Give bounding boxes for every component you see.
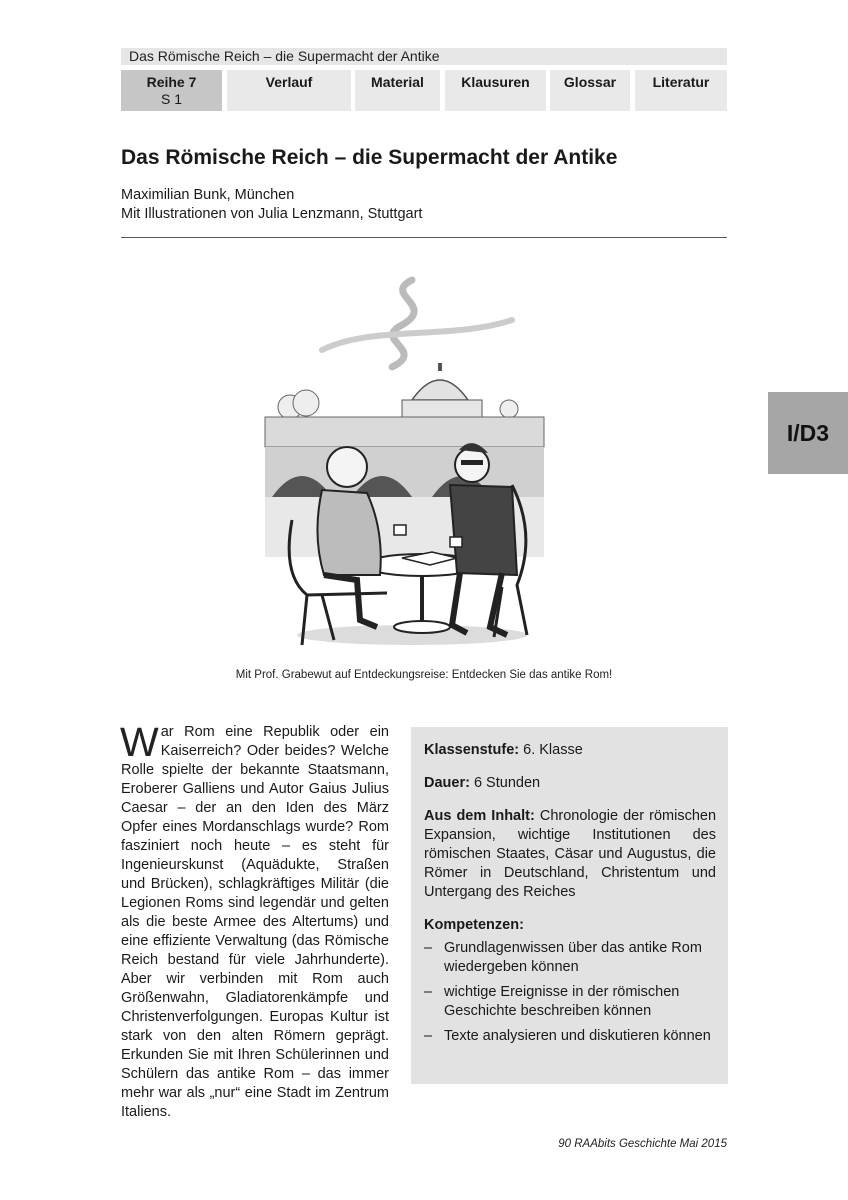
tab-literatur[interactable]: Literatur [635,70,727,111]
tab-reihe-sub: S 1 [160,91,182,107]
kompetenzen-label: Kompetenzen: [424,917,524,933]
klassenstufe [424,741,716,760]
kompetenzen-list [424,939,716,1046]
tab-reihe[interactable] [121,70,222,111]
section-tab: I/D3 [768,392,848,474]
tab-reihe-label: Reihe 7 [146,74,197,90]
list-item: – Grundlagenwissen über das antike Rom wiedergeben können [424,940,702,975]
list-item: – Texte analysieren und diskutieren können [424,1028,711,1044]
series-title-bar: Das Römische Reich – die Supermacht der Antike [121,48,727,65]
list-item-text: Texte analysieren und diskutieren können [444,1028,711,1044]
dauer [424,774,716,793]
authors [121,186,422,224]
intro-text [120,719,389,1122]
info-box [411,727,728,1084]
footer: 90 RAAbits Geschichte Mai 2015 [558,1138,727,1150]
list-item-text: Grundlagenwissen über das antike Rom wiedergeben können [444,940,702,975]
list-item-text: wichtige Ereignisse in der römischen Geschichte beschreiben können [444,984,680,1019]
inhalt [424,807,716,902]
dropcap: W [120,719,159,765]
list-item: – wichtige Ereignisse in der römischen Geschichte beschreiben können [424,984,680,1019]
inhalt-value: Chronologie der römischen Expansion, wichtige Institutionen des römischen Staates, Cäsar und Augustus, die Römer in Deutschland, Christentum und Untergang des Reiches [424,808,717,900]
intro-body: ar Rom eine Republik oder ein Kaiserreich? Oder beides? Welche Rolle spielte der bekannte Staatsmann, Eroberer Galliens und Autor Gaius Julius Caesar – der an den Iden des März Opfer eines Mordanschlags wurde? Rom fasziniert noch heute – es steht für Ingenieurskunst (Aquädukte, Straßen und Brücken), schlagkräftiges Militär (die Legionen Roms sind legendär und gelten als die beste Armee des Altertums) und eine effiziente Verwaltung (das Römische Reich bestand für viele Jahrhunderte). Aber wir verbinden mit Rom auch Größenwahn, Gladiatorenkämpfe und Christenverfolgungen. Europas Kultur ist stark von den alten Römern geprägt. Erkunden Sie mit Ihren Schülerinnen und Schülern das antike Rom – das immer mehr war als „nur“ eine Stadt im Zentrum Italiens. [121,724,389,1120]
author-line: Maximilian Bunk, München [121,187,295,203]
dauer-label: Dauer: [424,775,470,791]
divider [121,237,727,238]
tab-glossar[interactable]: Glossar [550,70,630,111]
tab-verlauf[interactable]: Verlauf [227,70,351,111]
nav-tabs [121,70,727,111]
illustrator-line: Mit Illustrationen von Julia Lenzmann, Stuttgart [121,206,423,222]
kompetenzen [424,916,716,1046]
tab-material[interactable]: Material [355,70,440,111]
page-title: Das Römische Reich – die Supermacht der Antike [121,146,618,169]
inhalt-label: Aus dem Inhalt: [424,808,535,824]
tab-klausuren[interactable]: Klausuren [445,70,546,111]
klassenstufe-value: 6. Klasse [523,742,583,758]
dauer-value: 6 Stunden [473,775,541,791]
cafe-illustration [262,275,547,650]
illustration-caption: Mit Prof. Grabewut auf Entdeckungsreise: Entdecken Sie das antike Rom! [235,669,613,681]
klassenstufe-label: Klassenstufe: [424,742,520,758]
